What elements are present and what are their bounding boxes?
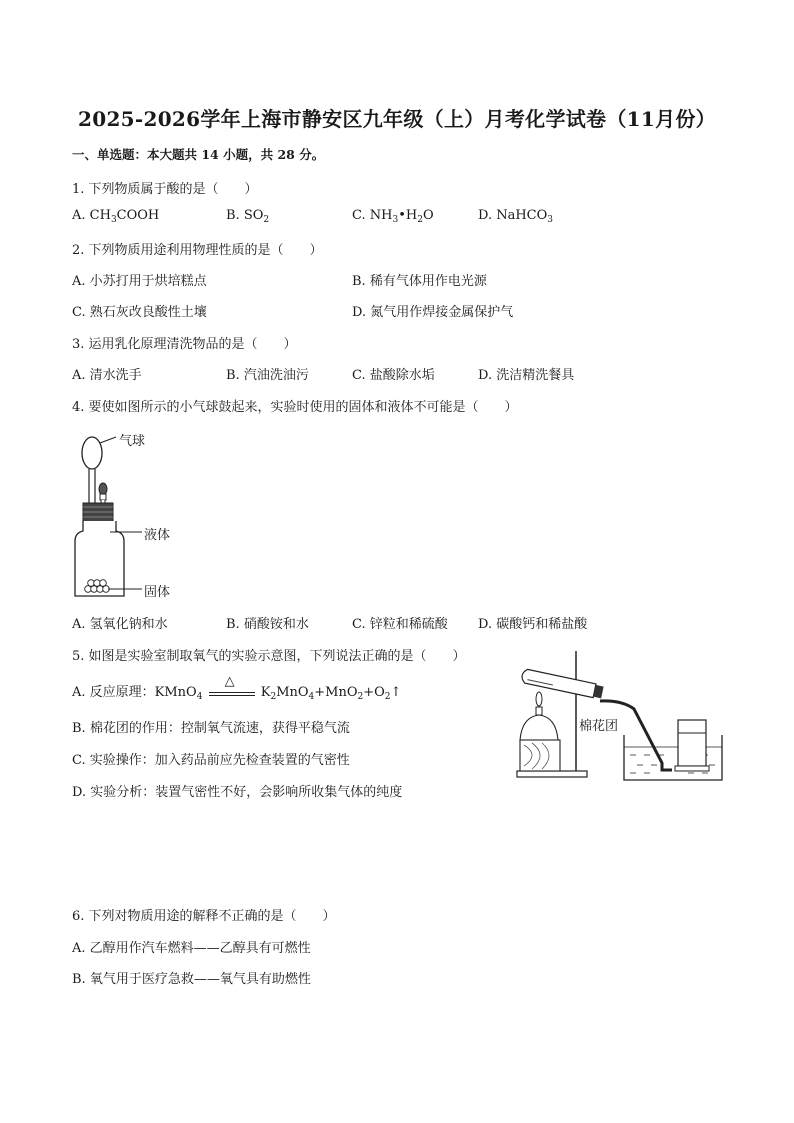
q3-stem: 3. 运用乳化原理清洗物品的是（ ） [72, 337, 297, 352]
solid-label: 固体 [144, 585, 171, 600]
q5-option-b: B. 棉花团的作用：控制氧气流速，获得平稳气流 [72, 721, 350, 736]
q5-stem: 5. 如图是实验室制取氧气的实验示意图，下列说法正确的是（ ） [72, 649, 466, 664]
q4-stem: 4. 要使如图所示的小气球鼓起来，实验时使用的固体和液体不可能是（ ） [72, 400, 518, 415]
q5-option-c: C. 实验操作：加入药品前应先检查装置的气密性 [72, 753, 350, 768]
q6-option-a: A. 乙醇用作汽车燃料——乙醇具有可燃性 [72, 941, 311, 956]
q1-option-b: B. $SO_2$ [226, 208, 270, 225]
q2-option-c: C. 熟石灰改良酸性土壤 [72, 305, 207, 320]
q6-stem: 6. 下列对物质用途的解释不正确的是（ ） [72, 909, 336, 924]
q2-option-a: A. 小苏打用于烘培糕点 [72, 274, 207, 289]
q5-option-a: A. 反应原理：KMnO$_4$ △ $K_2MnO_4+MnO_2+O_2↑$ [72, 673, 402, 702]
cotton-wool-label: 棉花团 [579, 719, 619, 734]
q4-option-b: B. 硝酸铵和水 [226, 617, 309, 632]
q2-stem: 2. 下列物质用途利用物理性质的是（ ） [72, 243, 323, 258]
reaction-arrow: △ [207, 686, 257, 700]
q4-option-d: D. 碳酸钙和稀盐酸 [478, 617, 588, 632]
q3-option-c: C. 盐酸除水垢 [352, 368, 435, 383]
q1-option-c: C. $NH_3•H_2O$ [352, 208, 434, 225]
q3-option-b: B. 汽油洗油污 [226, 368, 309, 383]
q6-option-b: B. 氧气用于医疗急救——氧气具有助燃性 [72, 972, 311, 987]
q4-option-c: C. 锌粒和稀硫酸 [352, 617, 448, 632]
q2-option-b: B. 稀有气体用作电光源 [352, 274, 487, 289]
oxygen-preparation-apparatus-figure [512, 645, 727, 785]
q2-option-d: D. 氮气用作焊接金属保护气 [352, 305, 514, 320]
q1-option-d: D. NaHCO$_3$ [478, 208, 554, 225]
balloon-label: 气球 [119, 434, 146, 449]
q1-option-a: A. $CH_3COOH$ [72, 208, 160, 225]
exam-title: 2025-2026学年上海市静安区九年级（上）月考化学试卷（11月份） [78, 107, 716, 131]
balloon-apparatus-figure [70, 425, 180, 605]
liquid-label: 液体 [144, 528, 171, 543]
q3-option-a: A. 清水洗手 [72, 368, 142, 383]
q1-stem: 1. 下列物质属于酸的是（ ） [72, 182, 258, 197]
q4-option-a: A. 氢氧化钠和水 [72, 617, 168, 632]
q3-option-d: D. 洗洁精洗餐具 [478, 368, 575, 383]
section-heading: 一、单选题：本大题共 14 小题，共 28 分。 [72, 147, 325, 162]
q5-option-d: D. 实验分析：装置气密性不好，会影响所收集气体的纯度 [72, 785, 403, 800]
